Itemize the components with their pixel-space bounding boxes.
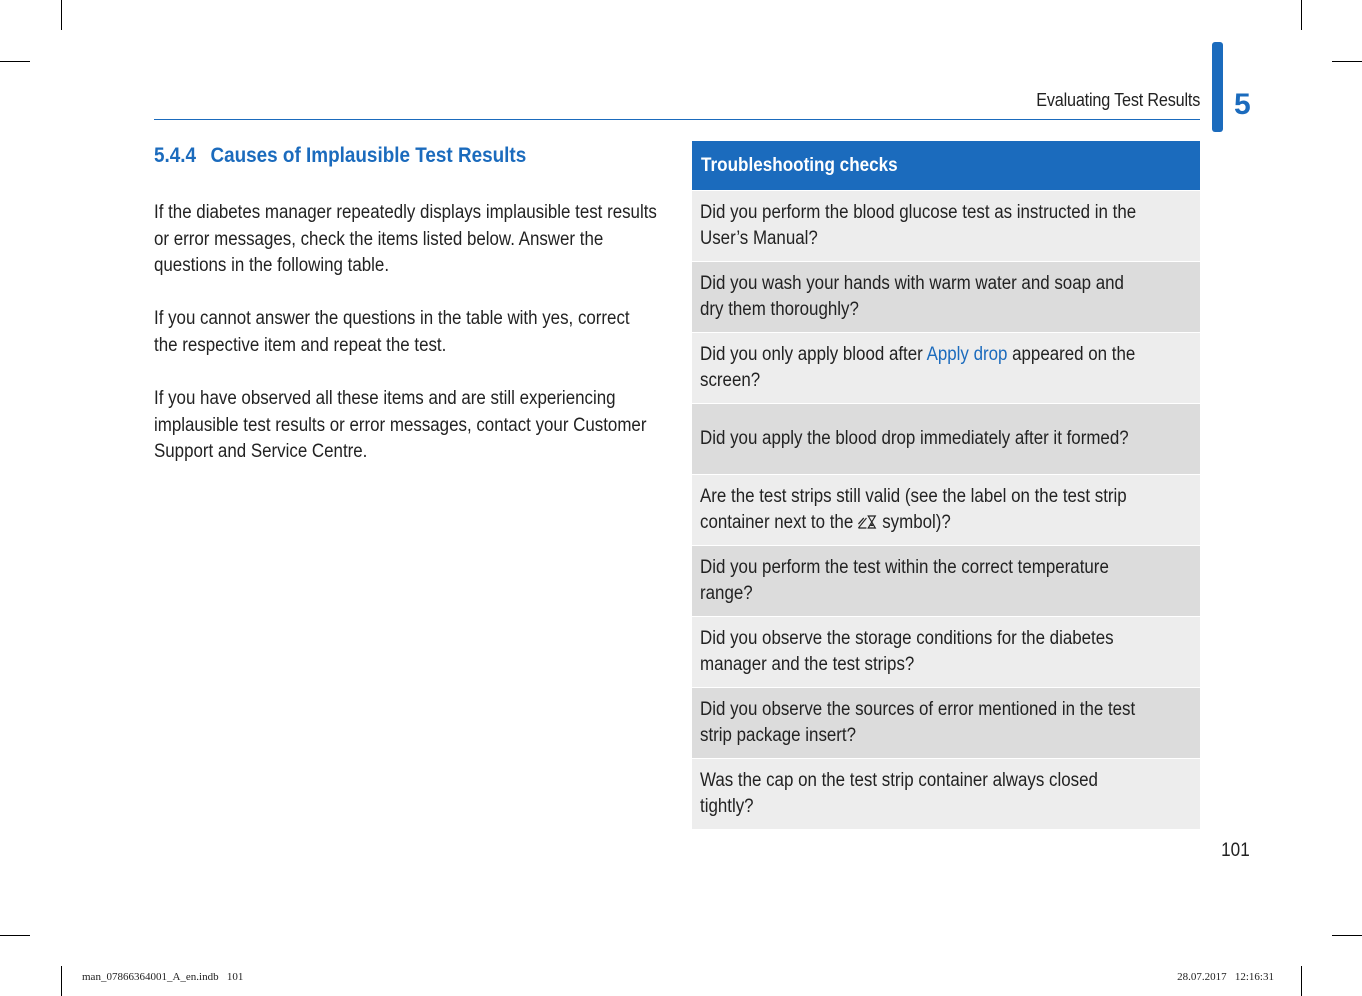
crop-mark xyxy=(1332,935,1362,936)
crop-mark xyxy=(0,61,30,62)
cell-text: Are the test strips still valid (see the label on the test strip container next to the xyxy=(700,485,1127,533)
body-paragraph: If you cannot answer the questions in the table with yes, correct the respective item and repeat the test. xyxy=(154,308,630,356)
body-paragraph: If you have observed all these items and are still experiencing implausible test results or error messages, contact your Customer Support and Service Centre. xyxy=(154,388,647,462)
table-row xyxy=(692,475,1200,546)
crop-mark xyxy=(61,0,62,30)
table-cell: Was the cap on the test strip container always closed tightly? xyxy=(700,769,1098,817)
table-row xyxy=(692,262,1200,333)
table-cell: Did you apply the blood drop immediately after it formed? xyxy=(700,427,1129,449)
footer-file-slug: man_07866364001_A_en.indb 101 xyxy=(82,971,244,983)
table-cell: Did you wash your hands with warm water and soap and dry them thoroughly? xyxy=(700,272,1124,320)
section-number: 5.4.4 xyxy=(154,144,197,167)
chapter-tab xyxy=(1212,42,1223,132)
table-cell: Did you observe the sources of error mentioned in the test strip package insert? xyxy=(700,698,1136,746)
table-header xyxy=(692,141,1200,191)
page-number: 101 xyxy=(1221,840,1250,861)
troubleshooting-table xyxy=(692,141,1200,829)
table-row xyxy=(692,759,1200,829)
crop-mark xyxy=(1301,966,1302,996)
table-cell: Did you perform the blood glucose test as instructed in the User’s Manual? xyxy=(700,201,1137,249)
crop-mark xyxy=(1332,61,1362,62)
table-cell xyxy=(692,342,1144,395)
table-cell: Did you observe the storage conditions for the diabetes manager and the test strips? xyxy=(700,627,1114,675)
header-rule xyxy=(154,119,1200,120)
table-row xyxy=(692,546,1200,617)
crop-mark xyxy=(61,966,62,996)
chapter-number: 5 xyxy=(1234,88,1251,121)
crop-mark xyxy=(1301,0,1302,30)
apply-drop-term: Apply drop xyxy=(926,343,1008,365)
table-row xyxy=(692,333,1200,404)
table-row xyxy=(692,404,1200,475)
crop-mark xyxy=(0,935,30,936)
table-header-label: Troubleshooting checks xyxy=(701,154,898,176)
body-paragraph: If the diabetes manager repeatedly displays implausible test results or error messages, check the items listed below. Answer the questions in the following table. xyxy=(154,202,657,276)
use-by-hourglass-icon xyxy=(858,511,878,525)
running-header: Evaluating Test Results xyxy=(1036,90,1200,110)
cell-text: symbol)? xyxy=(877,512,951,533)
section-heading xyxy=(154,144,526,168)
table-cell: Did you perform the test within the correct temperature range? xyxy=(700,556,1109,604)
cell-text: Did you only apply blood after xyxy=(700,343,927,365)
table-row xyxy=(692,688,1200,759)
table-row xyxy=(692,617,1200,688)
cell-text: appeared on the screen? xyxy=(700,343,1136,391)
footer-date-slug: 28.07.2017 12:16:31 xyxy=(1177,971,1274,983)
table-cell xyxy=(692,484,1144,537)
section-title: Causes of Implausible Test Results xyxy=(210,144,527,167)
table-row xyxy=(692,191,1200,262)
